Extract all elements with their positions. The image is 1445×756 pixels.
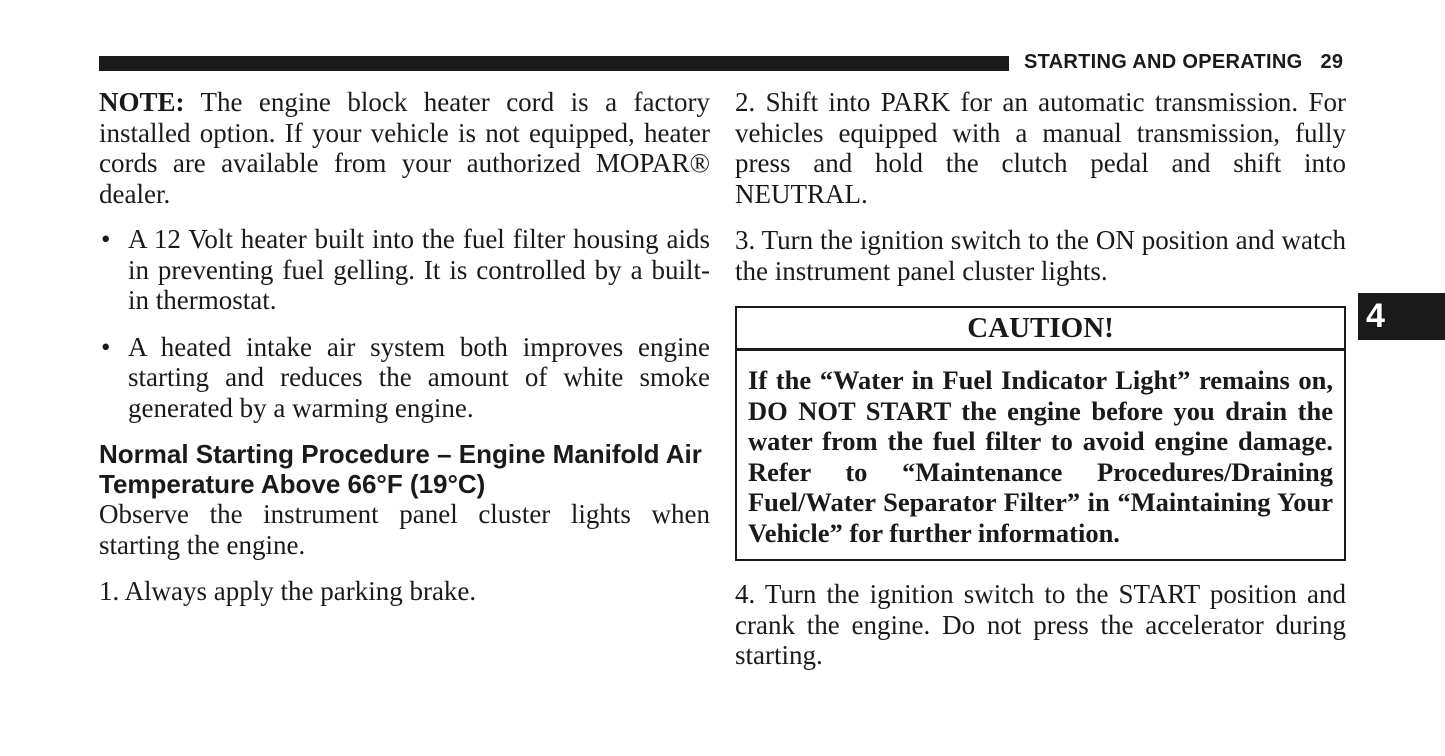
- step-3: 3. Turn the ignition switch to the ON position and watch the instrument panel cluster lights.: [735, 225, 1346, 286]
- running-header: [1024, 51, 1343, 74]
- feature-list: [99, 224, 710, 423]
- section-heading: Normal Starting Procedure – Engine Manifold Air Temperature Above 66°F (19°C): [99, 439, 702, 499]
- caution-title: CAUTION!: [737, 308, 1344, 351]
- left-column: [99, 87, 710, 607]
- section-title: STARTING AND OPERATING: [1024, 51, 1303, 73]
- list-item-text: A heated intake air system both improves engine starting and reduces the amount of white smoke generated by a warming engine.: [128, 331, 710, 423]
- caution-box: [735, 306, 1346, 561]
- step-1: 1. Always apply the parking brake.: [99, 576, 477, 606]
- chapter-tab: 4: [1358, 293, 1445, 340]
- note-label: NOTE:: [99, 87, 185, 117]
- bullet-icon: •: [101, 224, 111, 254]
- intro-paragraph: Observe the instrument panel cluster lights when starting the engine.: [99, 499, 710, 560]
- bullet-icon: •: [101, 331, 111, 362]
- list-item-text: A 12 Volt heater built into the fuel filter housing aids in preventing fuel gelling. It is controlled by a built-in thermostat.: [128, 224, 710, 315]
- header-rule: [99, 56, 1009, 71]
- note-paragraph: [99, 87, 710, 209]
- step-4: 4. Turn the ignition switch to the START position and crank the engine. Do not press the accelerator during starting.: [735, 579, 1346, 670]
- step-2: 2. Shift into PARK for an automatic transmission. For vehicles equipped with a manual transmission, fully press and hold the clutch pedal and shift into NEUTRAL.: [735, 87, 1346, 209]
- page-number: 29: [1320, 51, 1344, 73]
- right-column: [735, 87, 1346, 671]
- list-item: [99, 224, 710, 316]
- note-text: The engine block heater cord is a factory installed option. If your vehicle is not equipped, heater cords are available from your authorized MOPAR® dealer.: [99, 87, 710, 209]
- caution-body: If the “Water in Fuel Indicator Light” remains on, DO NOT START the engine before you drain the water from the fuel filter to avoid engine damage. Refer to “Maintenance Procedures/Draining Fuel/Water Separator Filter” in “Maintaining Your Vehicle” for further information.: [748, 365, 1333, 548]
- list-item: [99, 332, 710, 424]
